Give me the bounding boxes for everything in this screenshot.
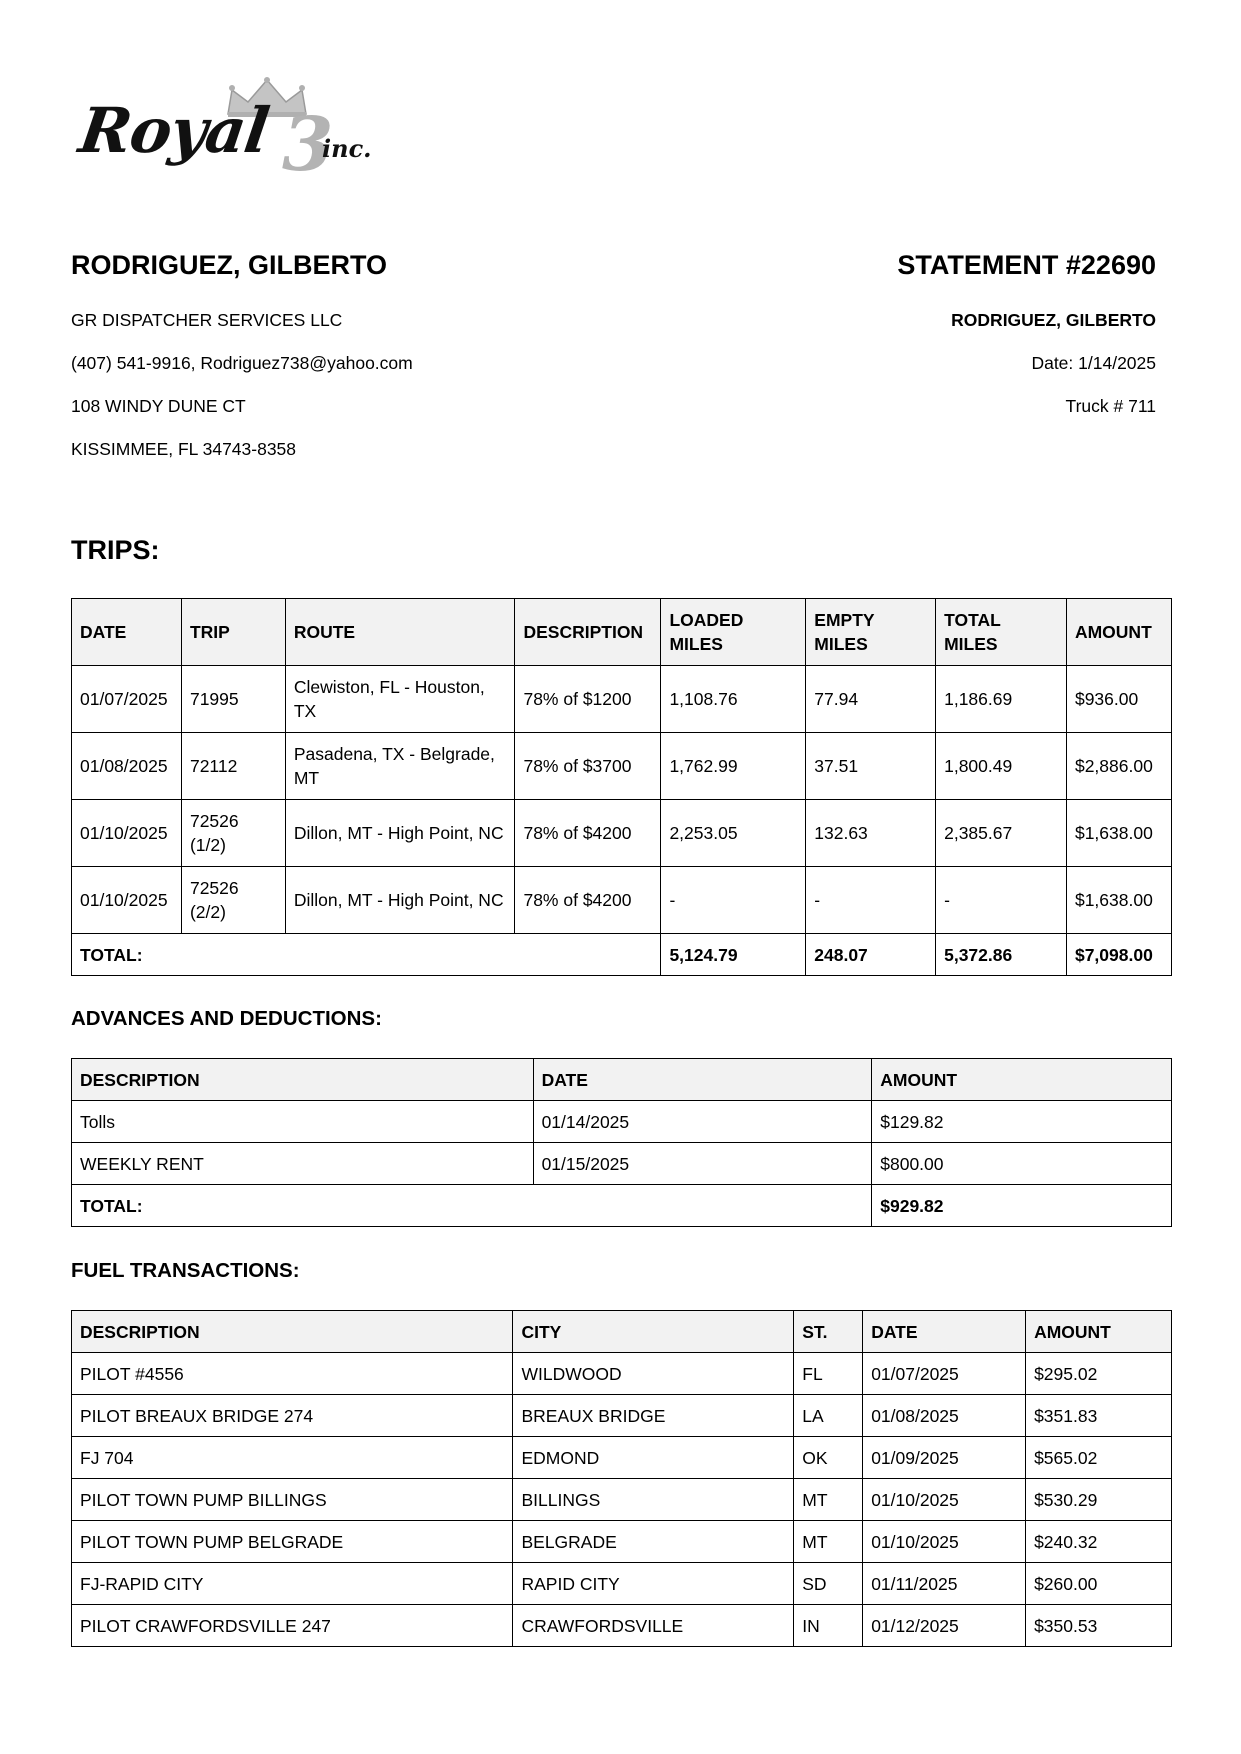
table-cell: FL	[794, 1353, 863, 1395]
table-cell: Dillon, MT - High Point, NC	[285, 867, 515, 934]
table-cell: MT	[794, 1479, 863, 1521]
table-cell: PILOT #4556	[72, 1353, 513, 1395]
table-cell: $260.00	[1026, 1563, 1172, 1605]
table-cell: 1,186.69	[936, 666, 1067, 733]
company-name: GR DISPATCHER SERVICES LLC	[71, 310, 343, 330]
logo-text-three: 3	[282, 102, 334, 188]
table-cell: 01/09/2025	[863, 1437, 1026, 1479]
table-cell: 1,800.49	[936, 733, 1067, 800]
table-cell: $800.00	[872, 1143, 1172, 1185]
contact-info: (407) 541-9916, Rodriguez738@yahoo.com	[71, 353, 413, 373]
table-cell: 01/10/2025	[863, 1479, 1026, 1521]
table-cell: BREAUX BRIDGE	[513, 1395, 794, 1437]
col-header: LOADED MILES	[661, 599, 806, 666]
trips-total-row	[72, 934, 1172, 976]
table-cell: 72526 (2/2)	[181, 867, 285, 934]
table-cell: 01/08/2025	[863, 1395, 1026, 1437]
col-header: AMOUNT	[1066, 599, 1171, 666]
col-header: EMPTY MILES	[806, 599, 936, 666]
table-cell: 72526 (1/2)	[181, 800, 285, 867]
col-header: DATE	[863, 1311, 1026, 1353]
table-row	[72, 1437, 1172, 1479]
fuel-header-row	[72, 1311, 1172, 1353]
table-cell: 01/08/2025	[72, 733, 182, 800]
table-cell: 78% of $3700	[515, 733, 661, 800]
table-cell: PILOT TOWN PUMP BILLINGS	[72, 1479, 513, 1521]
total-label: TOTAL:	[72, 934, 661, 976]
driver-name: RODRIGUEZ, GILBERTO	[71, 250, 388, 280]
table-cell: 01/15/2025	[533, 1143, 872, 1185]
table-cell: LA	[794, 1395, 863, 1437]
fuel-table	[71, 1310, 1172, 1647]
col-header: AMOUNT	[1026, 1311, 1172, 1353]
advances-table	[71, 1058, 1172, 1227]
table-row	[72, 1101, 1172, 1143]
table-cell: MT	[794, 1521, 863, 1563]
table-cell: 37.51	[806, 733, 936, 800]
total-empty-miles: 248.07	[806, 934, 936, 976]
table-cell: 72112	[181, 733, 285, 800]
table-row	[72, 1479, 1172, 1521]
total-miles: 5,372.86	[936, 934, 1067, 976]
table-row	[72, 867, 1172, 934]
table-row	[72, 1395, 1172, 1437]
col-header: AMOUNT	[872, 1059, 1172, 1101]
col-header: CITY	[513, 1311, 794, 1353]
table-cell: WILDWOOD	[513, 1353, 794, 1395]
logo-text-royal: Royal	[74, 94, 273, 167]
table-cell: Clewiston, FL - Houston, TX	[285, 666, 515, 733]
table-cell: $2,886.00	[1066, 733, 1171, 800]
table-cell: $240.32	[1026, 1521, 1172, 1563]
col-header: DESCRIPTION	[515, 599, 661, 666]
advances-title: ADVANCES AND DEDUCTIONS:	[71, 1007, 382, 1030]
logo-text-inc: inc.	[322, 134, 372, 163]
table-row	[72, 800, 1172, 867]
table-cell: 01/12/2025	[863, 1605, 1026, 1647]
total-amount: $7,098.00	[1066, 934, 1171, 976]
table-cell: -	[936, 867, 1067, 934]
advances-total-row	[72, 1185, 1172, 1227]
table-cell: Dillon, MT - High Point, NC	[285, 800, 515, 867]
statement-title: STATEMENT #22690	[897, 250, 1156, 280]
trips-title: TRIPS:	[71, 535, 160, 565]
table-cell: WEEKLY RENT	[72, 1143, 534, 1185]
col-header: ROUTE	[285, 599, 515, 666]
address-line-1: 108 WINDY DUNE CT	[71, 396, 246, 416]
table-cell: 2,385.67	[936, 800, 1067, 867]
table-cell: $936.00	[1066, 666, 1171, 733]
truck-number: Truck # 711	[1065, 396, 1156, 416]
table-cell: 132.63	[806, 800, 936, 867]
table-cell: 01/10/2025	[72, 800, 182, 867]
table-cell: $350.53	[1026, 1605, 1172, 1647]
table-cell: PILOT BREAUX BRIDGE 274	[72, 1395, 513, 1437]
total-label: TOTAL:	[72, 1185, 872, 1227]
advances-header-row	[72, 1059, 1172, 1101]
trips-header-row	[72, 599, 1172, 666]
address-line-2: KISSIMMEE, FL 34743-8358	[71, 439, 297, 459]
table-cell: 01/10/2025	[863, 1521, 1026, 1563]
table-row	[72, 1143, 1172, 1185]
trips-table	[71, 598, 1172, 976]
table-cell: 01/07/2025	[863, 1353, 1026, 1395]
col-header: ST.	[794, 1311, 863, 1353]
table-cell: FJ 704	[72, 1437, 513, 1479]
table-cell: EDMOND	[513, 1437, 794, 1479]
table-cell: 01/10/2025	[72, 867, 182, 934]
total-loaded-miles: 5,124.79	[661, 934, 806, 976]
total-amount: $929.82	[872, 1185, 1172, 1227]
table-cell: RAPID CITY	[513, 1563, 794, 1605]
table-cell: 77.94	[806, 666, 936, 733]
table-row	[72, 1521, 1172, 1563]
table-cell: $1,638.00	[1066, 867, 1171, 934]
table-cell: Pasadena, TX - Belgrade, MT	[285, 733, 515, 800]
fuel-title: FUEL TRANSACTIONS:	[71, 1259, 300, 1282]
table-row	[72, 1353, 1172, 1395]
table-cell: PILOT TOWN PUMP BELGRADE	[72, 1521, 513, 1563]
table-cell: 01/07/2025	[72, 666, 182, 733]
table-row	[72, 733, 1172, 800]
table-row	[72, 666, 1172, 733]
table-cell: 01/14/2025	[533, 1101, 872, 1143]
table-cell: 78% of $4200	[515, 800, 661, 867]
table-cell: -	[806, 867, 936, 934]
table-cell: PILOT CRAWFORDSVILLE 247	[72, 1605, 513, 1647]
statement-date: Date: 1/14/2025	[1031, 353, 1156, 373]
table-cell: $565.02	[1026, 1437, 1172, 1479]
col-header: DATE	[72, 599, 182, 666]
table-cell: -	[661, 867, 806, 934]
table-cell: 71995	[181, 666, 285, 733]
table-cell: $351.83	[1026, 1395, 1172, 1437]
table-cell: BILLINGS	[513, 1479, 794, 1521]
table-cell: $129.82	[872, 1101, 1172, 1143]
table-cell: 78% of $4200	[515, 867, 661, 934]
company-logo	[72, 76, 382, 196]
table-cell: $295.02	[1026, 1353, 1172, 1395]
table-cell: Tolls	[72, 1101, 534, 1143]
table-cell: FJ-RAPID CITY	[72, 1563, 513, 1605]
table-cell: CRAWFORDSVILLE	[513, 1605, 794, 1647]
table-cell: OK	[794, 1437, 863, 1479]
table-cell: 78% of $1200	[515, 666, 661, 733]
table-row	[72, 1563, 1172, 1605]
table-cell: 1,762.99	[661, 733, 806, 800]
col-header: TOTAL MILES	[936, 599, 1067, 666]
table-cell: SD	[794, 1563, 863, 1605]
statement-name: RODRIGUEZ, GILBERTO	[951, 310, 1156, 330]
col-header: DESCRIPTION	[72, 1311, 513, 1353]
table-cell: 2,253.05	[661, 800, 806, 867]
table-cell: IN	[794, 1605, 863, 1647]
table-cell: $1,638.00	[1066, 800, 1171, 867]
col-header: DESCRIPTION	[72, 1059, 534, 1101]
col-header: DATE	[533, 1059, 872, 1101]
table-cell: 01/11/2025	[863, 1563, 1026, 1605]
table-cell: $530.29	[1026, 1479, 1172, 1521]
table-row	[72, 1605, 1172, 1647]
table-cell: BELGRADE	[513, 1521, 794, 1563]
table-cell: 1,108.76	[661, 666, 806, 733]
col-header: TRIP	[181, 599, 285, 666]
